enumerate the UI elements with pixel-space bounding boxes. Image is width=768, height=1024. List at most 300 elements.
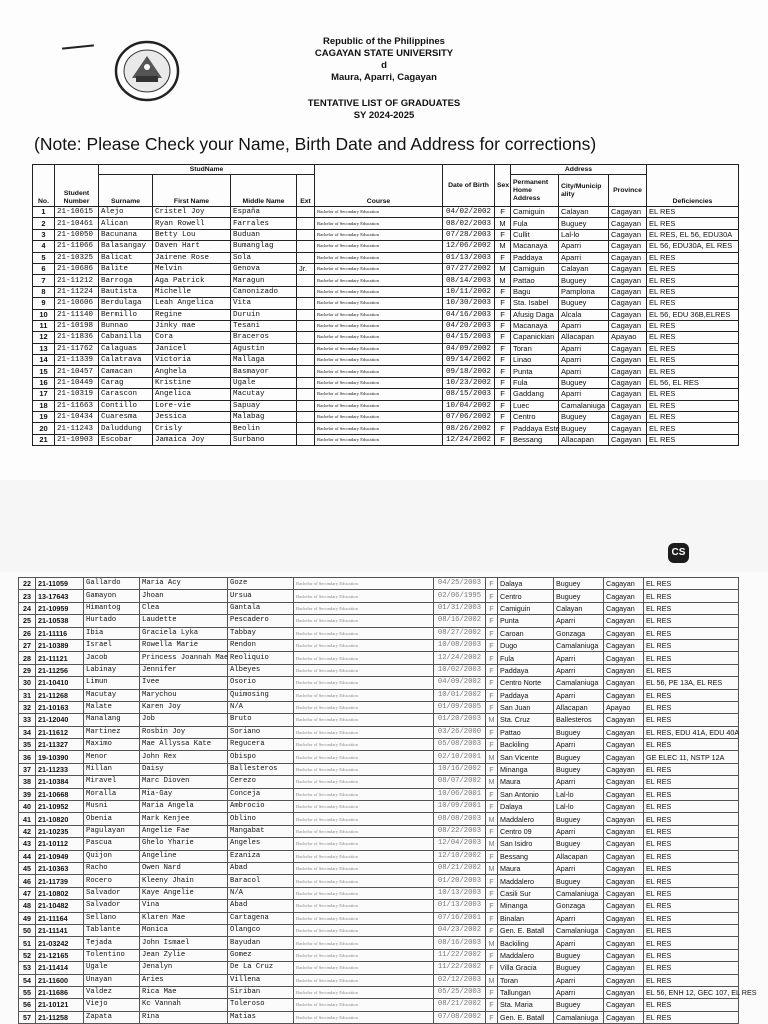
- cell-dob: 10/06/2001: [434, 788, 486, 800]
- cell-no: 51: [19, 937, 36, 949]
- cell-province: Cagayan: [604, 887, 644, 899]
- camscanner-badge: CS: [668, 543, 689, 563]
- col-first-name: First Name: [153, 175, 231, 207]
- cell-no: 12: [33, 332, 55, 343]
- cell-ext: [297, 400, 315, 411]
- table-row: [19, 639, 739, 651]
- cell-province: Cagayan: [609, 286, 647, 297]
- cell-city: Gonzaga: [554, 627, 604, 639]
- cell-ext: [297, 286, 315, 297]
- table-row: [33, 309, 739, 320]
- cell-no: 25: [19, 615, 36, 627]
- cell-home: Fula: [498, 652, 554, 664]
- cell-home: Centro 09: [498, 825, 554, 837]
- cell-deficiencies: EL RES: [644, 974, 739, 986]
- table-row: [33, 275, 739, 286]
- cell-city: Camalaniuga: [554, 887, 604, 899]
- cell-city: Buguey: [554, 726, 604, 738]
- cell-course: Bachelor of Secondary Education: [294, 974, 434, 986]
- cell-sex: M: [486, 862, 498, 874]
- cell-city: Aparri: [554, 937, 604, 949]
- cell-course: Bachelor of Secondary Education: [294, 875, 434, 887]
- cell-first-name: Job: [140, 714, 228, 726]
- cell-deficiencies: EL RES: [644, 701, 739, 713]
- cell-middle-name: Villena: [228, 974, 294, 986]
- cell-deficiencies: EL RES: [647, 366, 739, 377]
- cell-home: Caroan: [498, 627, 554, 639]
- col-deficiencies: Deficiencies: [647, 165, 739, 207]
- cell-no: 1: [33, 207, 55, 218]
- col-studname: StudName: [99, 165, 315, 175]
- cell-province: Cagayan: [609, 252, 647, 263]
- cell-surname: Balicat: [99, 252, 153, 263]
- cell-dob: 01/31/2003: [434, 602, 486, 614]
- cell-deficiencies: EL RES: [647, 412, 739, 423]
- table-row: [33, 241, 739, 252]
- cell-city: Buguey: [554, 962, 604, 974]
- cell-student-number: 21-10112: [36, 838, 84, 850]
- table-row: [19, 677, 739, 689]
- cell-surname: Cuaresma: [99, 412, 153, 423]
- cell-home: Camiguin: [498, 602, 554, 614]
- cell-province: Cagayan: [609, 218, 647, 229]
- cell-student-number: 21-11836: [55, 332, 99, 343]
- cell-student-number: 21-10606: [55, 298, 99, 309]
- cell-first-name: Princess Joannah Mae: [140, 652, 228, 664]
- cell-sex: F: [495, 423, 511, 434]
- cell-middle-name: Ugale: [231, 377, 297, 388]
- cell-first-name: Leah Angelica: [153, 298, 231, 309]
- table-row: [19, 962, 739, 974]
- cell-sex: F: [495, 286, 511, 297]
- cell-city: Allacapan: [559, 434, 609, 445]
- cell-surname: Balasangay: [99, 241, 153, 252]
- table-row: [33, 332, 739, 343]
- table-row: [19, 924, 739, 936]
- cell-home: Macanaya: [511, 320, 559, 331]
- cell-first-name: Anghela: [153, 366, 231, 377]
- cell-course: Bachelor of Secondary Education: [315, 241, 443, 252]
- cell-deficiencies: EL RES: [644, 962, 739, 974]
- cell-surname: Gallardo: [84, 578, 140, 590]
- cell-student-number: 21-11224: [55, 286, 99, 297]
- cell-sex: F: [486, 949, 498, 961]
- cell-home: Backiling: [498, 739, 554, 751]
- cell-student-number: 21-11140: [55, 309, 99, 320]
- cell-home: Dugo: [498, 639, 554, 651]
- cell-province: Cagayan: [609, 275, 647, 286]
- cell-surname: Bacunana: [99, 229, 153, 240]
- cell-student-number: 21-12165: [36, 949, 84, 961]
- cell-deficiencies: EL RES: [647, 389, 739, 400]
- cell-surname: Millan: [84, 763, 140, 775]
- cell-home: Casili Sur: [498, 887, 554, 899]
- cell-first-name: Cora: [153, 332, 231, 343]
- cell-province: Cagayan: [604, 677, 644, 689]
- cell-deficiencies: EL RES: [644, 838, 739, 850]
- cell-home: Sta. Isabel: [511, 298, 559, 309]
- cell-home: Cullit: [511, 229, 559, 240]
- cell-no: 21: [33, 434, 55, 445]
- cell-dob: 04/25/2003: [434, 578, 486, 590]
- cell-first-name: Ivee: [140, 677, 228, 689]
- cell-course: Bachelor of Secondary Education: [315, 332, 443, 343]
- cell-course: Bachelor of Secondary Education: [294, 652, 434, 664]
- cell-sex: F: [495, 252, 511, 263]
- cell-student-number: 21-10820: [36, 813, 84, 825]
- cell-ext: [297, 298, 315, 309]
- cell-middle-name: Ezaniza: [228, 850, 294, 862]
- cell-course: Bachelor of Secondary Education: [294, 838, 434, 850]
- cell-deficiencies: EL RES: [647, 400, 739, 411]
- cell-city: Aparri: [554, 912, 604, 924]
- cell-city: Aparri: [554, 974, 604, 986]
- cell-sex: F: [486, 689, 498, 701]
- cell-ext: [297, 332, 315, 343]
- cell-deficiencies: EL RES: [644, 900, 739, 912]
- cell-middle-name: Ursua: [228, 590, 294, 602]
- cell-city: Aparri: [559, 389, 609, 400]
- table-row: [19, 739, 739, 751]
- cell-middle-name: Rendon: [228, 639, 294, 651]
- table-row: [19, 701, 739, 713]
- cell-surname: Escobar: [99, 434, 153, 445]
- cell-sex: F: [495, 320, 511, 331]
- cell-student-number: 21-11116: [36, 627, 84, 639]
- cell-home: Maura: [498, 862, 554, 874]
- cell-sex: F: [486, 962, 498, 974]
- table-row: [19, 590, 739, 602]
- cell-ext: [297, 377, 315, 388]
- cell-middle-name: Abad: [228, 862, 294, 874]
- cell-province: Cagayan: [604, 664, 644, 676]
- cell-course: Bachelor of Secondary Education: [294, 986, 434, 998]
- cell-first-name: Angelica: [153, 389, 231, 400]
- cell-first-name: Marc Dioven: [140, 776, 228, 788]
- cell-middle-name: Toleroso: [228, 999, 294, 1011]
- cell-city: Buguey: [559, 218, 609, 229]
- cell-province: Cagayan: [604, 652, 644, 664]
- cell-surname: Unayan: [84, 974, 140, 986]
- cell-province: Cagayan: [604, 937, 644, 949]
- cell-province: Cagayan: [604, 776, 644, 788]
- cell-province: Cagayan: [604, 788, 644, 800]
- cell-deficiencies: EL RES: [644, 627, 739, 639]
- cell-first-name: Janicel: [153, 343, 231, 354]
- cell-home: Luec: [511, 400, 559, 411]
- cell-dob: 08/07/2002: [434, 776, 486, 788]
- cell-no: 47: [19, 887, 36, 899]
- cell-home: Binalan: [498, 912, 554, 924]
- cell-no: 48: [19, 900, 36, 912]
- cell-no: 44: [19, 850, 36, 862]
- cell-sex: M: [486, 838, 498, 850]
- page-gap: [0, 480, 768, 572]
- col-address: Address: [511, 165, 647, 175]
- cell-surname: Salvador: [84, 887, 140, 899]
- cell-city: Buguey: [559, 423, 609, 434]
- cell-no: 17: [33, 389, 55, 400]
- cell-ext: [297, 241, 315, 252]
- cell-sex: F: [486, 701, 498, 713]
- cell-surname: Hurtado: [84, 615, 140, 627]
- cell-middle-name: Braceros: [231, 332, 297, 343]
- cell-middle-name: Genova: [231, 263, 297, 274]
- cell-deficiencies: EL RES: [644, 788, 739, 800]
- cell-surname: Barroga: [99, 275, 153, 286]
- cell-surname: Viejo: [84, 999, 140, 1011]
- cell-no: 23: [19, 590, 36, 602]
- cell-surname: Musni: [84, 801, 140, 813]
- cell-middle-name: Ballesteros: [228, 763, 294, 775]
- table-row: [33, 263, 739, 274]
- cell-sex: M: [486, 714, 498, 726]
- cell-middle-name: Surbano: [231, 434, 297, 445]
- cell-surname: Moralla: [84, 788, 140, 800]
- cell-first-name: Maria Acy: [140, 578, 228, 590]
- cell-deficiencies: EL RES: [647, 355, 739, 366]
- cell-city: Lal-lo: [554, 788, 604, 800]
- table-row: [33, 434, 739, 445]
- cell-surname: Tablante: [84, 924, 140, 936]
- cell-surname: Berdulaga: [99, 298, 153, 309]
- cell-student-number: 21-10952: [36, 801, 84, 813]
- cell-course: Bachelor of Secondary Education: [294, 627, 434, 639]
- cell-middle-name: Osorio: [228, 677, 294, 689]
- cell-no: 31: [19, 689, 36, 701]
- cell-city: Camalaniuga: [554, 1011, 604, 1023]
- cell-province: Cagayan: [604, 999, 644, 1011]
- cell-no: 55: [19, 986, 36, 998]
- cell-home: Toran: [511, 343, 559, 354]
- cell-middle-name: Bruto: [228, 714, 294, 726]
- cell-sex: F: [486, 986, 498, 998]
- cell-province: Cagayan: [609, 400, 647, 411]
- cell-sex: F: [486, 590, 498, 602]
- cell-no: 3: [33, 229, 55, 240]
- cell-province: Cagayan: [604, 986, 644, 998]
- cell-course: Bachelor of Secondary Education: [294, 949, 434, 961]
- cell-first-name: Graciela Lyka: [140, 627, 228, 639]
- cell-dob: 04/09/2002: [443, 343, 495, 354]
- cell-province: Cagayan: [609, 434, 647, 445]
- cell-first-name: John Rex: [140, 751, 228, 763]
- table-row: [33, 229, 739, 240]
- cell-course: Bachelor of Secondary Education: [294, 726, 434, 738]
- cell-province: Cagayan: [604, 813, 644, 825]
- cell-surname: Pagulayan: [84, 825, 140, 837]
- graduates-table-page-2: [18, 577, 757, 1024]
- cell-surname: Martinez: [84, 726, 140, 738]
- cell-student-number: 21-10538: [36, 615, 84, 627]
- cell-deficiencies: GE ELEC 11, NSTP 12A: [644, 751, 739, 763]
- cell-home: Punta: [511, 366, 559, 377]
- cell-dob: 10/04/2002: [443, 400, 495, 411]
- cell-student-number: 21-10802: [36, 887, 84, 899]
- cell-student-number: 21-10121: [36, 999, 84, 1011]
- cell-first-name: Ghelo Yharie: [140, 838, 228, 850]
- cell-no: 2: [33, 218, 55, 229]
- cell-dob: 10/23/2002: [443, 377, 495, 388]
- cell-course: Bachelor of Secondary Education: [294, 714, 434, 726]
- col-province: Province: [609, 175, 647, 207]
- cell-dob: 04/09/2002: [434, 677, 486, 689]
- cell-ext: [297, 229, 315, 240]
- cell-student-number: 21-10325: [55, 252, 99, 263]
- cell-surname: Maximo: [84, 739, 140, 751]
- cell-home: Paddaya: [498, 689, 554, 701]
- cell-middle-name: Cartagena: [228, 912, 294, 924]
- cell-first-name: Rica Mae: [140, 986, 228, 998]
- cell-sex: F: [495, 207, 511, 218]
- cell-student-number: 21-11256: [36, 664, 84, 676]
- cell-city: Buguey: [554, 590, 604, 602]
- cell-city: Buguey: [559, 412, 609, 423]
- cell-surname: Rocero: [84, 875, 140, 887]
- table-row: [33, 218, 739, 229]
- cell-sex: F: [495, 377, 511, 388]
- cell-dob: 10/13/2003: [434, 887, 486, 899]
- cell-student-number: 21-10235: [36, 825, 84, 837]
- table-row: [19, 949, 739, 961]
- cell-first-name: Melvin: [153, 263, 231, 274]
- cell-first-name: Monica: [140, 924, 228, 936]
- col-city: City/Municip ality: [559, 175, 609, 207]
- cell-deficiencies: EL 56, PE 13A, EL RES: [644, 677, 739, 689]
- cell-first-name: Aga Patrick: [153, 275, 231, 286]
- table-row: [19, 602, 739, 614]
- cell-student-number: 21-11612: [36, 726, 84, 738]
- cell-middle-name: Agustin: [231, 343, 297, 354]
- cell-no: 34: [19, 726, 36, 738]
- correction-note: (Note: Please Check your Name, Birth Date and Address for corrections): [34, 134, 597, 154]
- cell-sex: F: [495, 412, 511, 423]
- cell-course: Bachelor of Secondary Education: [294, 900, 434, 912]
- cell-student-number: 21-12040: [36, 714, 84, 726]
- cell-home: Villa Gracia: [498, 962, 554, 974]
- cell-no: 7: [33, 275, 55, 286]
- cell-home: Gaddang: [511, 389, 559, 400]
- cell-province: Cagayan: [604, 838, 644, 850]
- cell-deficiencies: EL 56, EDU 36B,ELRES: [647, 309, 739, 320]
- cell-student-number: 21-11212: [55, 275, 99, 286]
- cell-deficiencies: EL 56, ENH 12, GEC 107, EL RES: [644, 986, 739, 998]
- cell-home: San Antonio: [498, 788, 554, 800]
- cell-surname: Camacan: [99, 366, 153, 377]
- cell-sex: F: [486, 615, 498, 627]
- col-ext: Ext: [297, 175, 315, 207]
- cell-deficiencies: EL RES: [644, 875, 739, 887]
- cell-home: Minanga: [498, 763, 554, 775]
- table-row: [19, 664, 739, 676]
- cell-student-number: 21-10457: [55, 366, 99, 377]
- cell-student-number: 21-10482: [36, 900, 84, 912]
- cell-city: Buguey: [559, 275, 609, 286]
- cell-city: Allacapan: [559, 332, 609, 343]
- cell-student-number: 19-10390: [36, 751, 84, 763]
- cell-surname: Cabanilla: [99, 332, 153, 343]
- cell-deficiencies: EL RES: [644, 924, 739, 936]
- cell-no: 27: [19, 639, 36, 651]
- cell-city: Alcala: [559, 309, 609, 320]
- cell-first-name: Cristel Joy: [153, 207, 231, 218]
- cell-first-name: Rowella Marie: [140, 639, 228, 651]
- cell-no: 57: [19, 1011, 36, 1023]
- header-university: CAGAYAN STATE UNIVERSITY: [314, 48, 454, 59]
- cell-sex: F: [486, 602, 498, 614]
- cell-surname: Calaguas: [99, 343, 153, 354]
- cell-first-name: Marychou: [140, 689, 228, 701]
- cell-middle-name: Quimosing: [228, 689, 294, 701]
- cell-first-name: John Ismael: [140, 937, 228, 949]
- cell-first-name: Jairene Rose: [153, 252, 231, 263]
- cell-deficiencies: EL RES: [644, 590, 739, 602]
- cell-ext: [297, 207, 315, 218]
- cell-no: 56: [19, 999, 36, 1011]
- cell-no: 28: [19, 652, 36, 664]
- cell-surname: Calatrava: [99, 355, 153, 366]
- col-surname: Surname: [99, 175, 153, 207]
- cell-dob: 01/13/2003: [443, 252, 495, 263]
- cell-dob: 04/02/2002: [443, 207, 495, 218]
- cell-province: Cagayan: [604, 801, 644, 813]
- cell-no: 50: [19, 924, 36, 936]
- cell-sex: F: [495, 298, 511, 309]
- cell-home: Camiguin: [511, 263, 559, 274]
- cell-province: Cagayan: [609, 298, 647, 309]
- cell-first-name: Mia-Gay: [140, 788, 228, 800]
- cell-surname: Obenia: [84, 813, 140, 825]
- cell-student-number: 21-10434: [55, 412, 99, 423]
- cell-student-number: 21-11414: [36, 962, 84, 974]
- cell-deficiencies: EL RES: [644, 1011, 739, 1023]
- cell-no: 15: [33, 366, 55, 377]
- cell-ext: [297, 309, 315, 320]
- table-row: [33, 389, 739, 400]
- cell-no: 43: [19, 838, 36, 850]
- cell-deficiencies: EL 56, EL RES: [647, 377, 739, 388]
- cell-dob: 08/16/2003: [434, 937, 486, 949]
- cell-middle-name: Sapuay: [231, 400, 297, 411]
- cell-sex: F: [495, 332, 511, 343]
- cell-province: Cagayan: [609, 389, 647, 400]
- cell-no: 13: [33, 343, 55, 354]
- cell-course: Bachelor of Secondary Education: [315, 298, 443, 309]
- cell-first-name: Clea: [140, 602, 228, 614]
- document-title: TENTATIVE LIST OF GRADUATES: [307, 98, 461, 109]
- cell-middle-name: Angeles: [228, 838, 294, 850]
- cell-dob: 07/08/2002: [434, 1011, 486, 1023]
- cell-dob: 08/08/2003: [434, 813, 486, 825]
- table-row: [19, 825, 739, 837]
- col-dob: Date of Birth: [443, 165, 495, 207]
- cell-ext: [297, 366, 315, 377]
- cell-home: Fula: [511, 377, 559, 388]
- cell-home: Maddalero: [498, 949, 554, 961]
- cell-dob: 12/06/2002: [443, 241, 495, 252]
- cell-city: Calayan: [559, 207, 609, 218]
- table-row: [19, 689, 739, 701]
- cell-first-name: Michelle: [153, 286, 231, 297]
- cell-student-number: 21-11268: [36, 689, 84, 701]
- cell-deficiencies: EL RES: [647, 320, 739, 331]
- cell-sex: F: [486, 739, 498, 751]
- cell-city: Lal-lo: [554, 801, 604, 813]
- cell-city: Buguey: [554, 999, 604, 1011]
- cell-dob: 07/06/2002: [443, 412, 495, 423]
- cell-first-name: Aries: [140, 974, 228, 986]
- table-row: [33, 343, 739, 354]
